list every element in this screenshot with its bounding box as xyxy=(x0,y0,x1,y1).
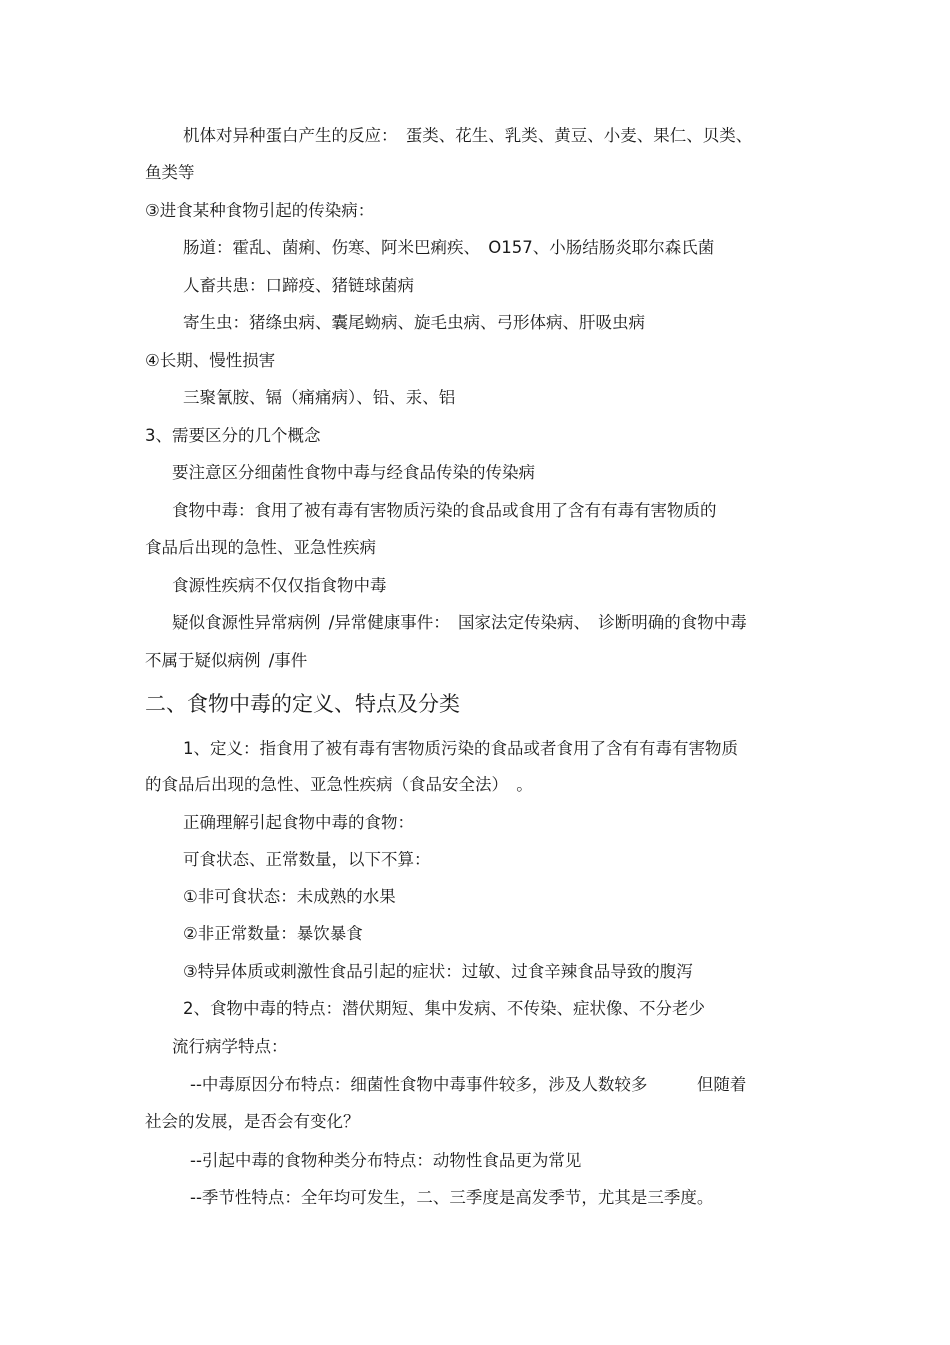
text-line: --季节性特点：全年均可发生，二、三季度是高发季节，尤其是三季度。 xyxy=(190,1188,714,1207)
text-line: 疑似食源性异常病例 /异常健康事件： 国家法定传染病、 诊断明确的食物中毒 xyxy=(172,613,747,632)
text-line: ③特异体质或刺激性食品引起的症状：过敏、过食辛辣食品导致的腹泻 xyxy=(183,962,693,981)
text-line: 肠道：霍乱、菌痢、伤寒、阿米巴痢疾、 O157、小肠结肠炎耶尔森氏菌 xyxy=(183,238,715,257)
text-line: 人畜共患：口蹄疫、猪链球菌病 xyxy=(183,276,414,295)
text-line: 机体对异种蛋白产生的反应： 蛋类、花生、乳类、黄豆、小麦、果仁、贝类、 xyxy=(183,126,753,145)
text-line: 食源性疾病不仅仅指食物中毒 xyxy=(172,576,387,595)
text-line: --引起中毒的食物种类分布特点：动物性食品更为常见 xyxy=(190,1151,582,1170)
text-line: 3、需要区分的几个概念 xyxy=(145,426,321,445)
text-line: 2、食物中毒的特点：潜伏期短、集中发病、不传染、症状像、不分老少 xyxy=(183,999,705,1018)
text-line: 正确理解引起食物中毒的食物： xyxy=(183,813,414,832)
text-line: ③进食某种食物引起的传染病： xyxy=(145,201,375,220)
text-line: 食品后出现的急性、亚急性疾病 xyxy=(145,538,376,557)
text-line: 寄生虫：猪绦虫病、囊尾蚴病、旋毛虫病、弓形体病、肝吸虫病 xyxy=(183,313,645,332)
text-line: ①非可食状态：未成熟的水果 xyxy=(183,887,396,906)
text-line: 三聚氰胺、镉（痛痛病）、铅、汞、铝 xyxy=(183,388,456,407)
text-line: 的食品后出现的急性、亚急性疾病（食品安全法） 。 xyxy=(145,775,533,794)
text-line: 要注意区分细菌性食物中毒与经食品传染的传染病 xyxy=(172,463,535,482)
text-line: --中毒原因分布特点：细菌性食物中毒事件较多，涉及人数较多 但随着 xyxy=(190,1075,747,1094)
text-line: ④长期、慢性损害 xyxy=(145,351,276,370)
text-line: 鱼类等 xyxy=(145,163,195,182)
text-line: 社会的发展，是否会有变化？ xyxy=(145,1112,360,1131)
text-line: 食物中毒：食用了被有毒有害物质污染的食品或食用了含有有毒有害物质的 xyxy=(172,501,717,520)
text-line: 可食状态、正常数量，以下不算： xyxy=(183,850,431,869)
section-heading: 二、食物中毒的定义、特点及分类 xyxy=(145,692,460,716)
text-line: ②非正常数量：暴饮暴食 xyxy=(183,924,363,943)
text-line: 不属于疑似病例 /事件 xyxy=(145,651,308,670)
text-line: 流行病学特点： xyxy=(172,1037,288,1056)
text-line: 1、定义：指食用了被有毒有害物质污染的食品或者食用了含有有毒有害物质 xyxy=(183,739,738,758)
